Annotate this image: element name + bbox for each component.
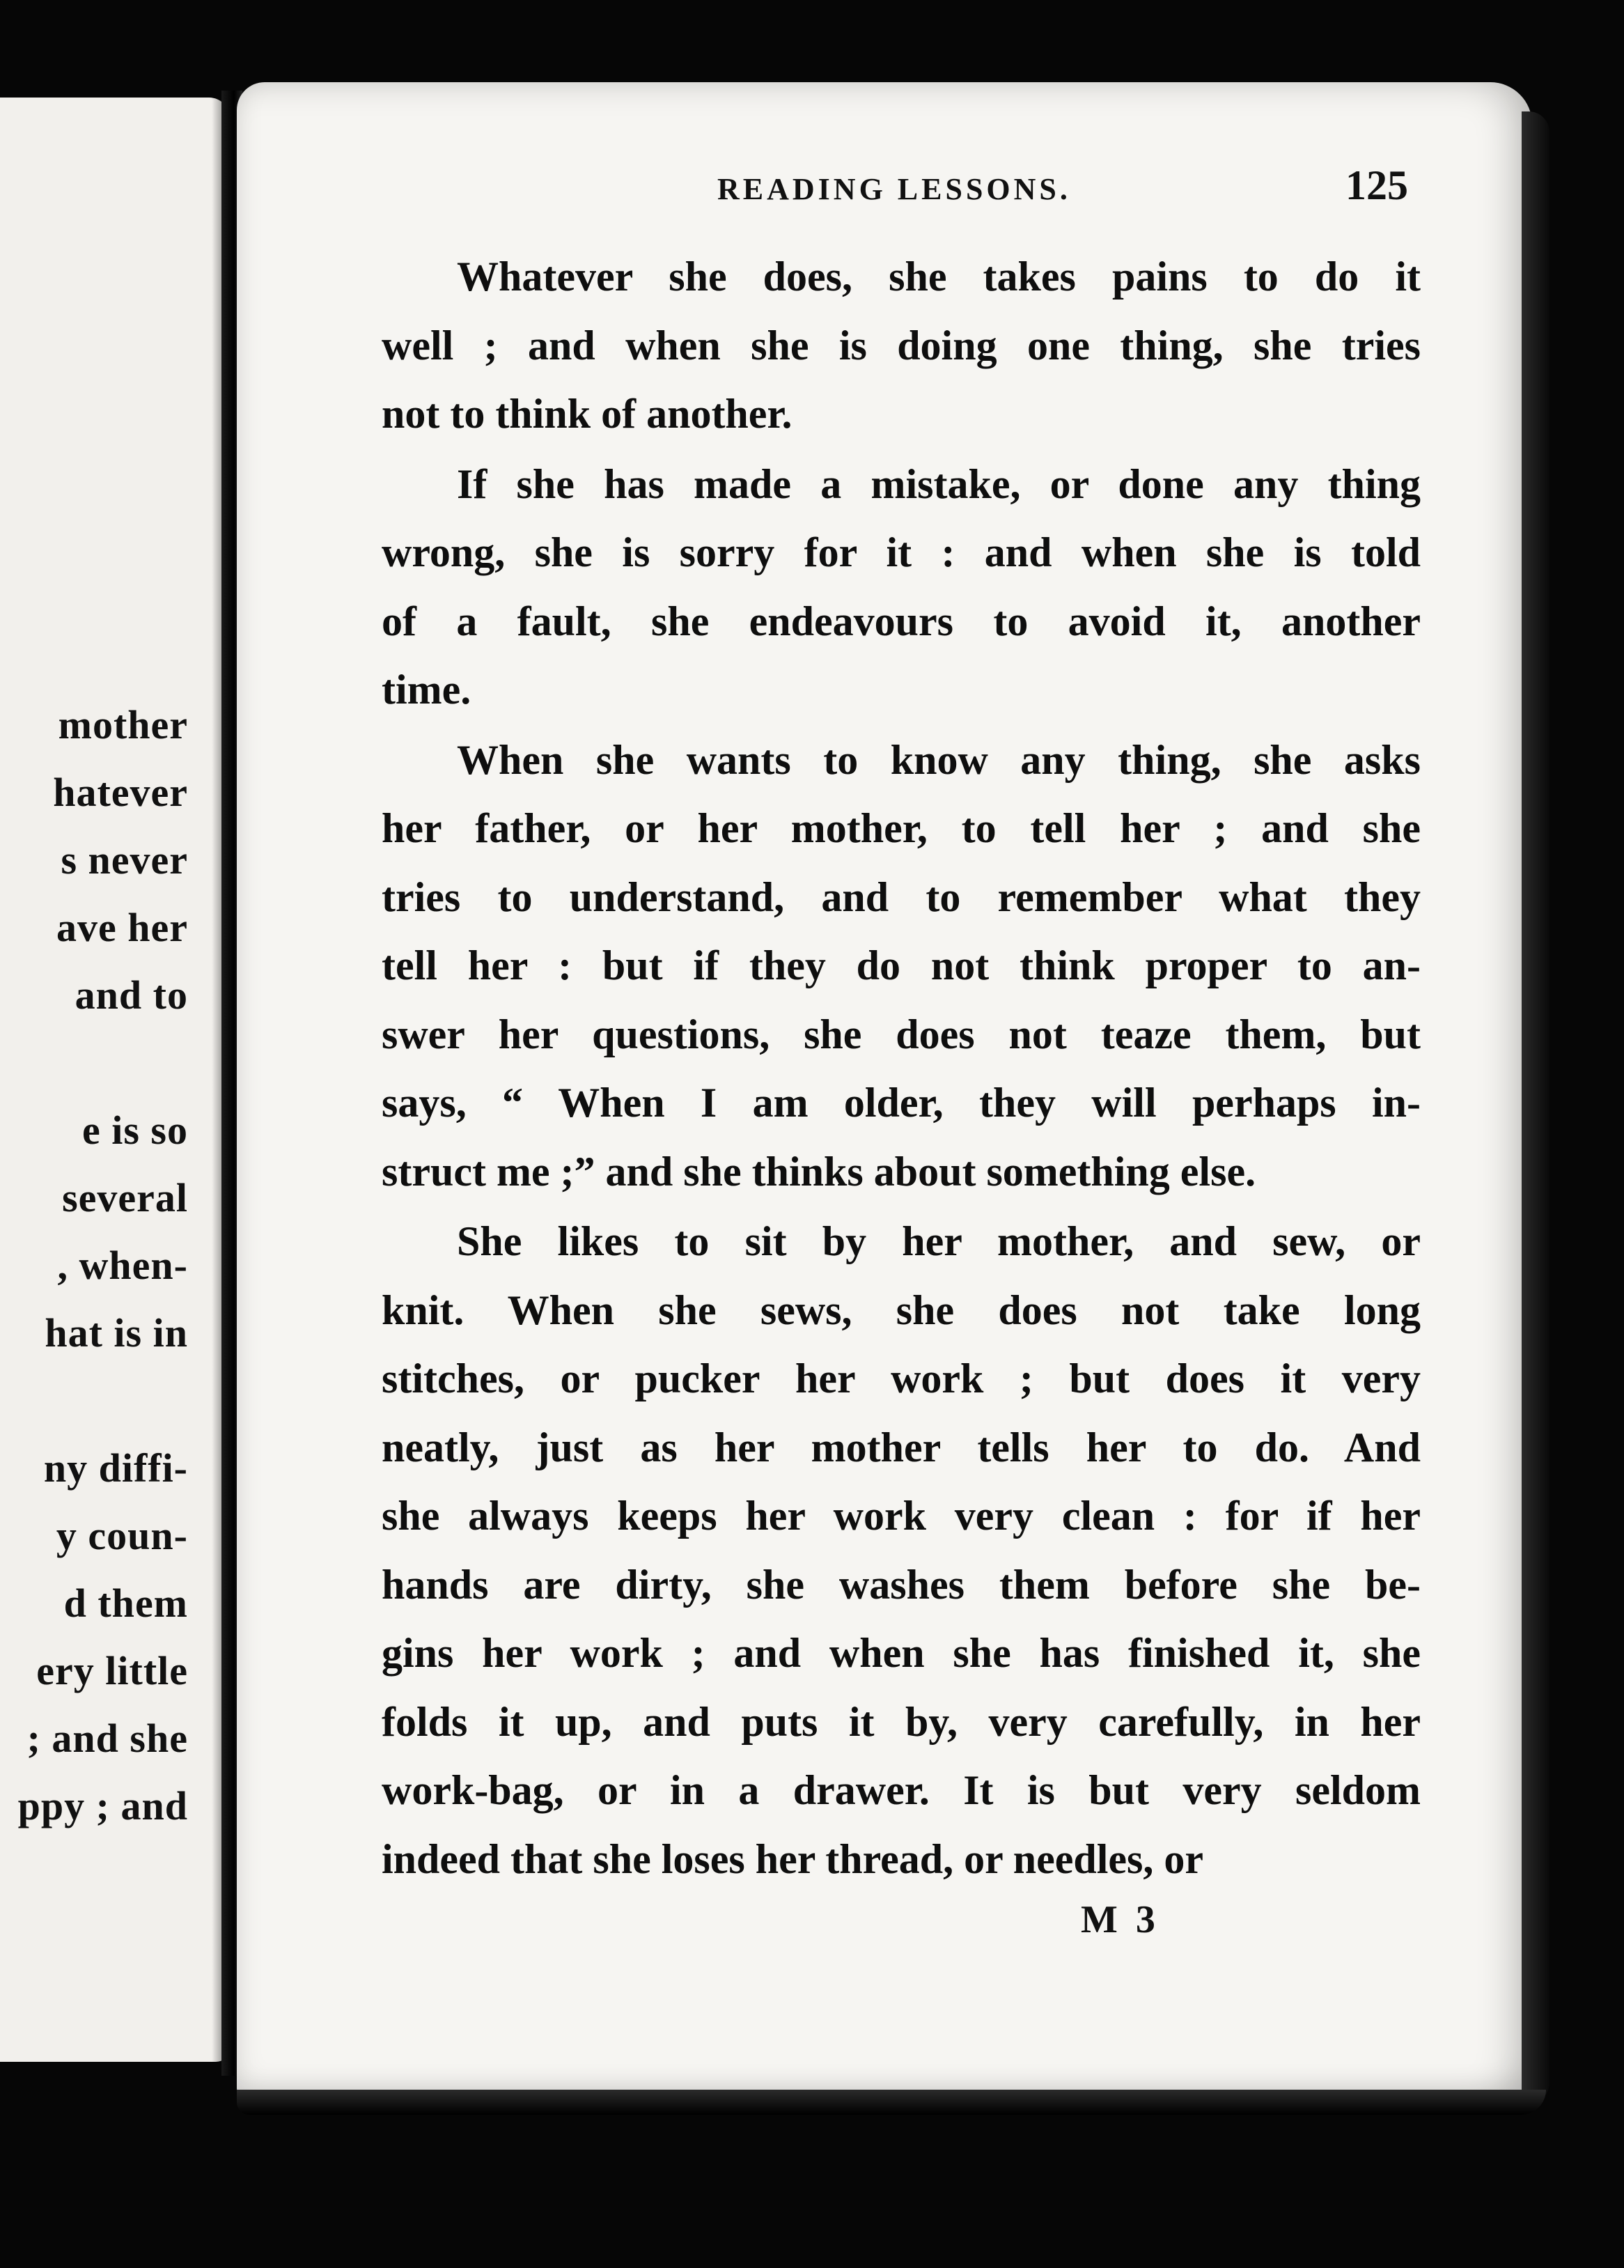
- left-page-line: y coun-: [56, 1513, 188, 1558]
- text-line: indeed that she loses her thread, or needles, or: [382, 1835, 1203, 1882]
- text-line: Whatever she does, she takes pains to do it: [457, 254, 1421, 300]
- text-line: When she wants to know any thing, she asks: [457, 736, 1421, 783]
- text-line: wrong, she is sorry for it : and when she is told: [382, 529, 1421, 575]
- text-line: tell her : but if they do not think proper to an-: [382, 942, 1421, 988]
- paragraph: [382, 242, 1421, 449]
- signature-mark: M 3: [1081, 1898, 1160, 1941]
- paragraph: [382, 1207, 1421, 1893]
- left-page-line: ; and she: [26, 1716, 188, 1761]
- left-page-line: s never: [61, 837, 188, 883]
- text-line: she always keeps her work very clean : for if her: [382, 1493, 1421, 1539]
- paragraph: [382, 450, 1421, 724]
- left-page-line: ave her: [56, 905, 188, 950]
- left-page-line: e is so: [82, 1108, 188, 1153]
- left-facing-page: [0, 98, 230, 2062]
- left-page-line: , when-: [57, 1243, 188, 1288]
- text-line: stitches, or pucker her work ; but does it very: [382, 1356, 1421, 1401]
- page-number: 125: [1345, 162, 1408, 208]
- running-head: READING LESSONS.: [717, 172, 1071, 206]
- text-line: not to think of another.: [382, 391, 793, 437]
- text-line: gins her work ; and when she has finished it, she: [382, 1630, 1421, 1676]
- left-page-line: mother: [58, 702, 188, 747]
- left-page-line: [18, 1029, 188, 1096]
- left-page-line: ny diffi-: [43, 1445, 188, 1491]
- left-page-line: and to: [75, 972, 188, 1018]
- text-line: neatly, just as her mother tells her to do. And: [382, 1424, 1421, 1470]
- text-line: tries to understand, and to remember what they: [382, 873, 1421, 920]
- page-bottom-edge: [237, 2090, 1546, 2115]
- page-edge-shadow: [1522, 111, 1549, 2104]
- body-text: [382, 242, 1421, 1895]
- text-line: says, “ When I am older, they will perhaps in-: [382, 1080, 1421, 1126]
- text-line: well ; and when she is doing one thing, she tries: [382, 322, 1421, 368]
- text-line: swer her questions, she does not teaze them, but: [382, 1011, 1421, 1057]
- text-line: of a fault, she endeavours to avoid it, another: [382, 598, 1421, 644]
- left-page-line: d them: [63, 1580, 188, 1626]
- paragraph: [382, 726, 1421, 1206]
- left-page-line: ery little: [36, 1648, 188, 1693]
- text-line: If she has made a mistake, or done any thing: [457, 460, 1421, 507]
- text-line: folds it up, and puts it by, very carefully, in her: [382, 1698, 1421, 1745]
- text-line: hands are dirty, she washes them before she be-: [382, 1561, 1421, 1608]
- text-line: struct me ;” and she thinks about something else.: [382, 1148, 1256, 1195]
- left-page-line: hat is in: [45, 1310, 188, 1356]
- text-line: her father, or her mother, to tell her ; and she: [382, 805, 1421, 851]
- left-page-line: ppy ; and: [17, 1783, 188, 1828]
- text-line: She likes to sit by her mother, and sew, or: [457, 1218, 1421, 1264]
- left-page-line: hatever: [53, 770, 188, 815]
- text-line: time.: [382, 667, 471, 713]
- left-page-text-fragments: [18, 691, 188, 1840]
- text-line: work-bag, or in a drawer. It is but very seldom: [382, 1767, 1421, 1813]
- text-line: knit. When she sews, she does not take long: [382, 1287, 1421, 1333]
- left-page-line: several: [62, 1175, 188, 1220]
- left-page-line: [18, 1367, 188, 1434]
